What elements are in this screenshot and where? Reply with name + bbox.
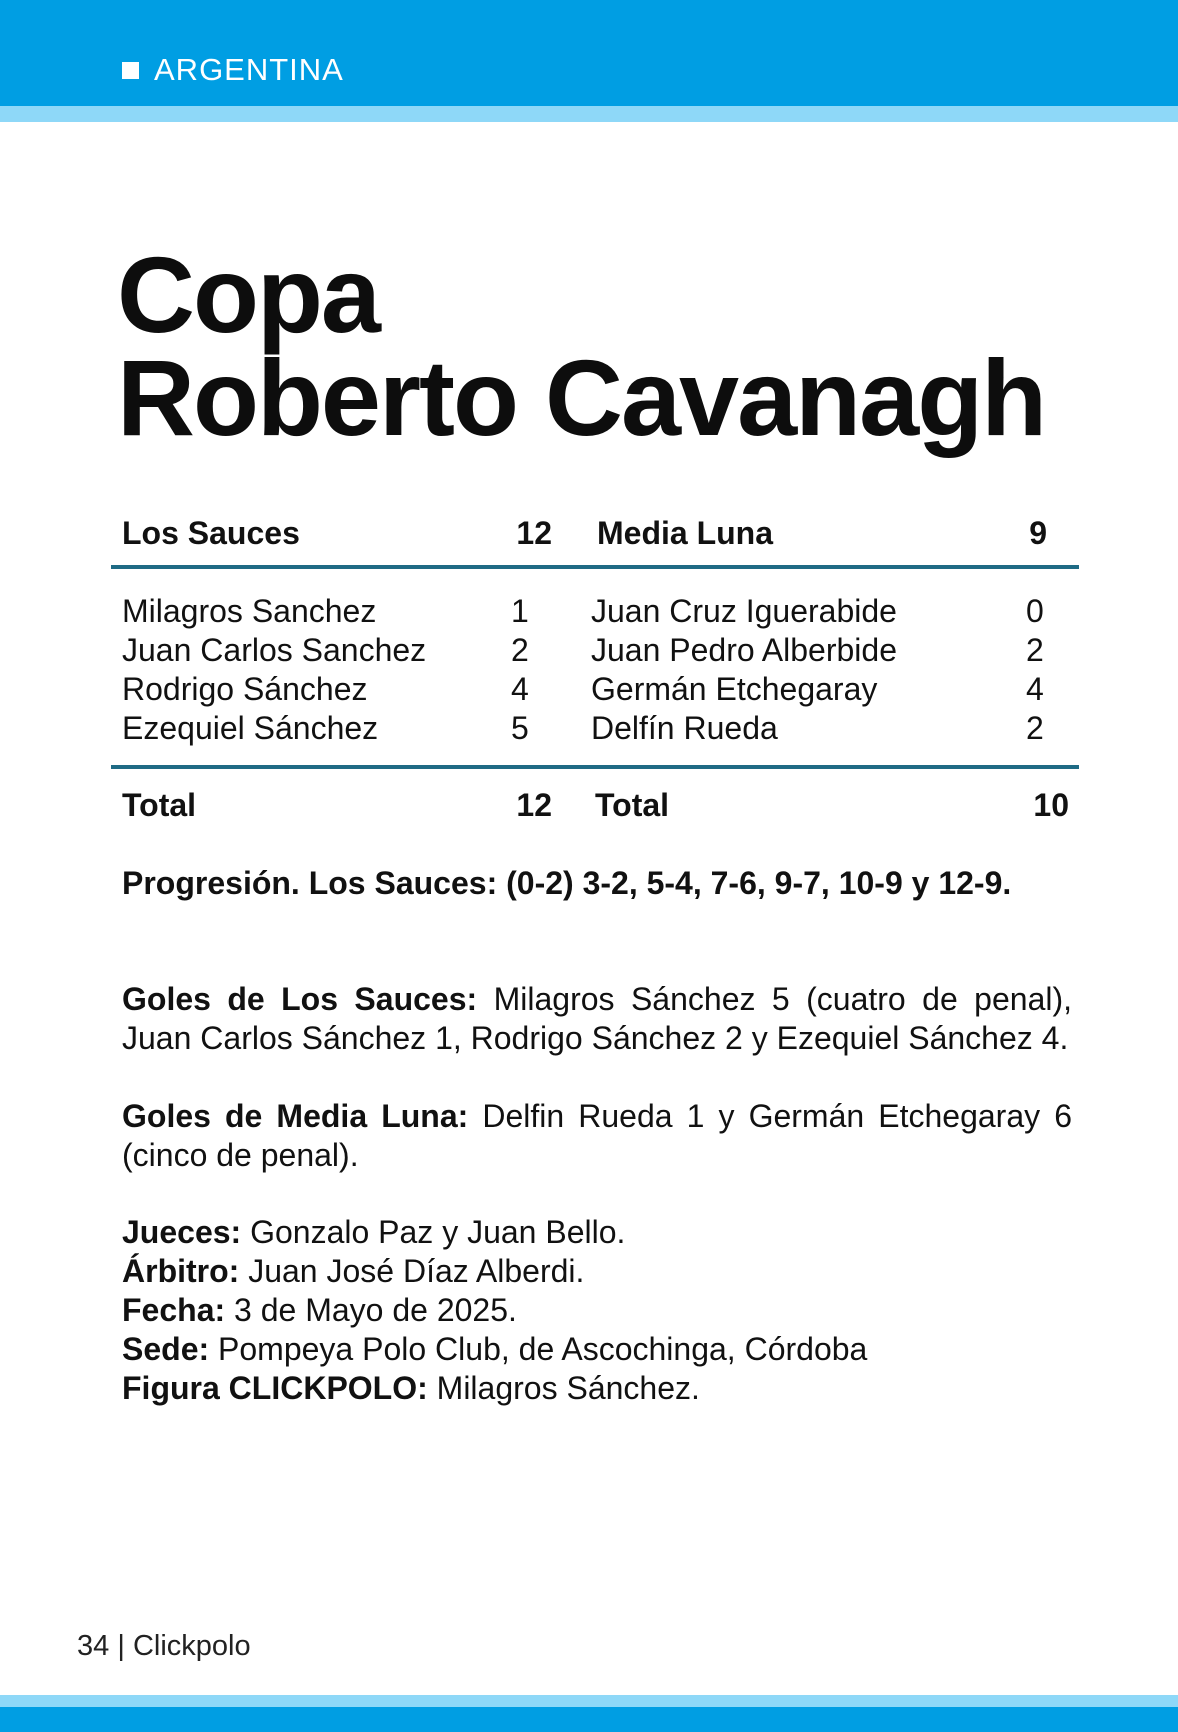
score-progression: Progresión. Los Sauces: (0-2) 3-2, 5-4, 7-6, 9-7, 10-9 y 12-9. — [122, 865, 1012, 901]
page-title — [117, 234, 1046, 458]
page-footer — [77, 1628, 251, 1664]
detail-arbitro — [122, 1252, 584, 1291]
section-label: ARGENTINA — [154, 52, 344, 87]
home-player-handicap: 5 — [511, 710, 529, 746]
away-player-name: Delfín Rueda — [591, 710, 778, 746]
header-stripe — [0, 106, 1178, 122]
detail-label: Figura CLICKPOLO: — [122, 1370, 428, 1406]
publication-name: Clickpolo — [132, 1630, 251, 1662]
detail-jueces — [122, 1213, 625, 1252]
home-player-name: Ezequiel Sánchez — [122, 710, 379, 746]
home-total-label: Total — [122, 787, 197, 823]
home-player-handicap: 2 — [511, 632, 529, 668]
footer-stripe — [0, 1695, 1178, 1707]
home-player-name: Milagros Sanchez — [122, 593, 377, 629]
table-rule-top — [111, 565, 1079, 569]
home-team-score: 12 — [516, 515, 552, 551]
home-goals-label: Goles de Los Sauces: — [122, 981, 478, 1017]
title-line-2: Roberto Cavanagh — [117, 337, 1046, 458]
away-total-value: 10 — [1033, 787, 1069, 823]
home-player-name: Juan Carlos Sanchez — [122, 632, 427, 668]
away-team-name: Media Luna — [597, 515, 774, 551]
page-number: 34 — [77, 1630, 110, 1662]
detail-figura — [122, 1369, 700, 1408]
detail-fecha — [122, 1291, 517, 1330]
home-team-name: Los Sauces — [122, 515, 300, 551]
home-player-handicap: 4 — [511, 671, 529, 707]
home-goals-paragraph — [122, 980, 1072, 1058]
footer-bar — [0, 1707, 1178, 1732]
detail-label: Sede: — [122, 1331, 210, 1367]
home-goals-text: Milagros Sánchez 5 (cuatro de penal), Juan Carlos Sánchez 1, Rodrigo Sánchez 2 y Ezequiel Sánchez 4. — [122, 981, 1073, 1056]
footer-separator: | — [117, 1630, 125, 1662]
detail-value: Juan José Díaz Alberdi. — [248, 1253, 585, 1289]
detail-sede — [122, 1330, 867, 1369]
title-line-1: Copa — [117, 234, 379, 355]
home-player-handicap: 1 — [511, 593, 529, 629]
detail-value: 3 de Mayo de 2025. — [234, 1292, 517, 1328]
away-player-name: Juan Cruz Iguerabide — [591, 593, 897, 629]
section-bullet-icon — [122, 62, 139, 79]
away-player-handicap: 4 — [1026, 671, 1044, 707]
away-goals-label: Goles de Media Luna: — [122, 1098, 469, 1134]
table-rule-bottom — [111, 765, 1079, 769]
home-total-value: 12 — [516, 787, 552, 823]
away-player-handicap: 2 — [1026, 632, 1044, 668]
away-team-score: 9 — [1029, 515, 1047, 551]
home-player-name: Rodrigo Sánchez — [122, 671, 368, 707]
detail-value: Gonzalo Paz y Juan Bello. — [250, 1214, 626, 1250]
away-player-handicap: 2 — [1026, 710, 1044, 746]
away-player-name: Germán Etchegaray — [591, 671, 878, 707]
away-player-name: Juan Pedro Alberbide — [591, 632, 897, 668]
away-goals-paragraph — [122, 1097, 1072, 1175]
detail-label: Árbitro: — [122, 1253, 240, 1289]
detail-label: Fecha: — [122, 1292, 226, 1328]
away-total-label: Total — [595, 787, 670, 823]
away-player-handicap: 0 — [1026, 593, 1044, 629]
detail-value: Milagros Sánchez. — [436, 1370, 700, 1406]
detail-label: Jueces: — [122, 1214, 242, 1250]
detail-value: Pompeya Polo Club, de Ascochinga, Córdoba — [218, 1331, 868, 1367]
away-goals-text: Delfin Rueda 1 y Germán Etchegaray 6 (cinco de penal). — [122, 1098, 1072, 1173]
